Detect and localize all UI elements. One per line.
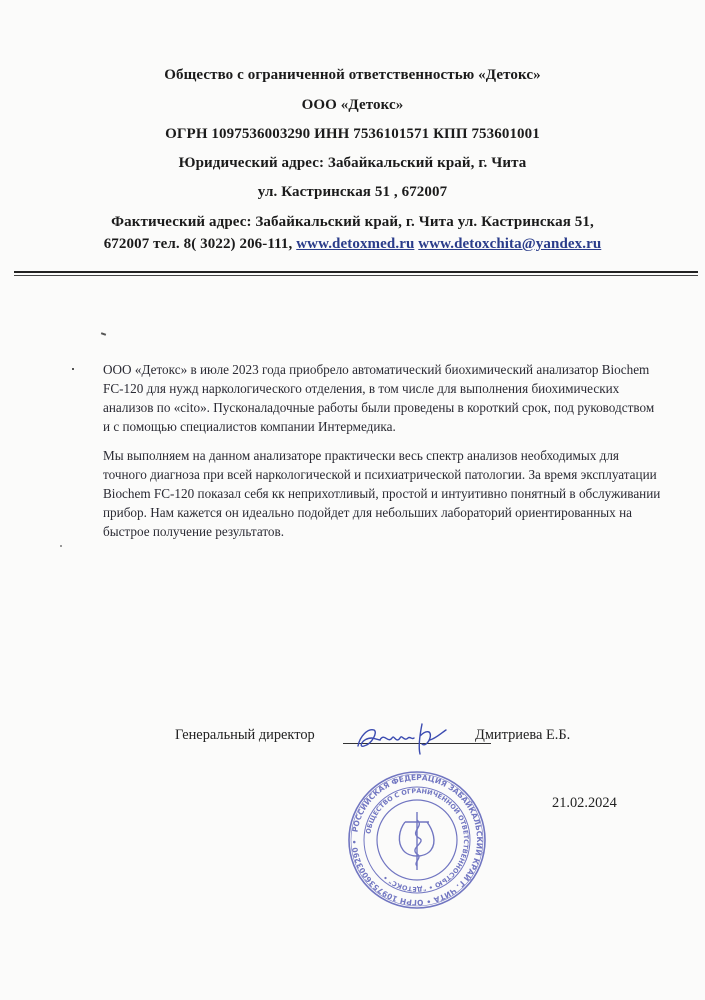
signer-title: Генеральный директор bbox=[175, 727, 315, 743]
svg-text:РОССИЙСКАЯ ФЕДЕРАЦИЯ ЗАБАЙКАЛЬ: РОССИЙСКАЯ ФЕДЕРАЦИЯ ЗАБАЙКАЛЬСКИЙ КРАЙ Г. ЧИТА • ОГРН 1097536003290 • bbox=[349, 772, 485, 908]
scan-speck bbox=[72, 368, 74, 370]
contact-line bbox=[0, 236, 705, 253]
website-link[interactable]: www.detoxmed.ru bbox=[296, 236, 415, 252]
scan-speck bbox=[60, 545, 62, 547]
svg-text:ОБЩЕСТВО С ОГРАНИЧЕННОЙ ОТВЕТС: ОБЩЕСТВО С ОГРАНИЧЕННОЙ ОТВЕТСТВЕННОСТЬЮ • "ДЕТОКС" • bbox=[364, 786, 471, 894]
legal-address-line2: ул. Кастринская 51 , 672007 bbox=[257, 184, 448, 200]
scan-speck bbox=[101, 332, 106, 336]
header-divider bbox=[14, 271, 698, 273]
email-link[interactable]: www.detoxchita@yandex.ru bbox=[418, 236, 602, 252]
header-divider-thin bbox=[14, 275, 698, 276]
actual-address-line1: Фактический адрес: Забайкальский край, г. Чита ул. Кастринская 51, bbox=[111, 214, 594, 230]
company-full-name: Общество с ограниченной ответственностью «Детокс» bbox=[164, 67, 541, 83]
registration-numbers: ОГРН 1097536003290 ИНН 7536101571 КПП 753601001 bbox=[165, 126, 540, 142]
letter-body bbox=[103, 360, 663, 436]
paragraph-1: ООО «Детокс» в июле 2023 года приобрело автоматический биохимический анализатор Biochem FC-120 для нужд наркологического отделения, в том числе для выполнения биохимических анализов по «cito». Пусконаладочные работы были проведены в короткий срок, под руководством и с помощью специалистов компании Интермедика. bbox=[103, 362, 655, 434]
signer-name: Дмитриева Е.Б. bbox=[475, 727, 571, 743]
company-short-name: ООО «Детокс» bbox=[301, 97, 404, 113]
phone-text: 672007 тел. 8( 3022) 206-111, bbox=[103, 236, 293, 252]
letter-body-2 bbox=[103, 446, 663, 541]
company-seal bbox=[347, 770, 487, 910]
paragraph-2: Мы выполняем на данном анализаторе практически весь спектр анализов необходимых для точного диагноза при всей наркологической и психиатрической патологии. За время эксплуатации Biochem FC-120 показал себя кк неприхотливый, простой и интуитивно понятный в обслуживании прибор. Нам кажется он идеально подойдет для небольших лабораторий ориентирoванных на быстрое получение результатов. bbox=[103, 448, 661, 539]
handwritten-signature bbox=[350, 718, 460, 758]
legal-address-line1: Юридический адрес: Забайкальский край, г. Чита bbox=[178, 155, 527, 171]
letter-date: 21.02.2024 bbox=[552, 795, 617, 811]
